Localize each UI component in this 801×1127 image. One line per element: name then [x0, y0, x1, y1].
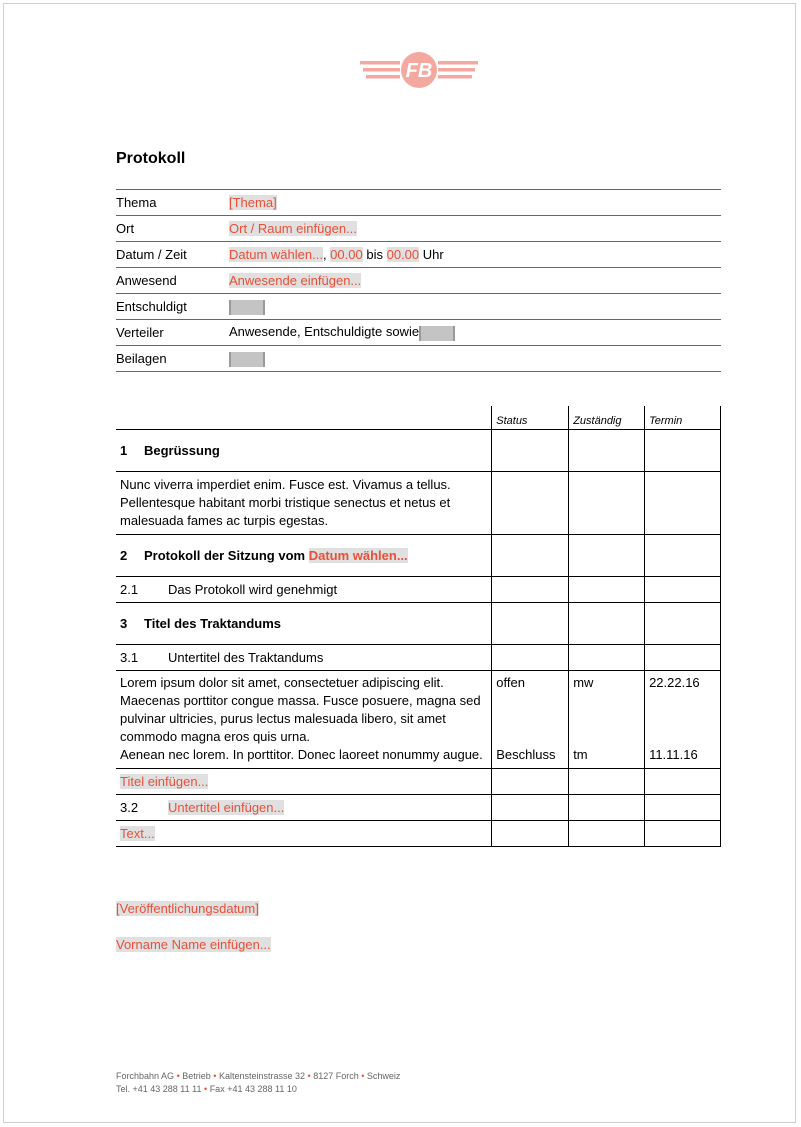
section-text: Nunc viverra imperdiet enim. Fusce est. Vivamus a tellus. Pellentesque habitant morbi tristique senectus et netus et malesuada fames ac turpis egestas. — [116, 472, 492, 535]
subsection-title: Untertitel des Traktandums — [168, 650, 324, 665]
meta-row-ort — [116, 216, 721, 242]
zeit-from-field[interactable]: 00.00 — [330, 247, 363, 262]
termin-header: Termin — [645, 406, 721, 430]
subsection-title: Das Protokoll wird genehmigt — [168, 582, 338, 597]
footer-department: Betrieb — [182, 1071, 211, 1081]
section-number: 1 — [120, 443, 128, 458]
meta-row-anwesend — [116, 268, 721, 294]
titel-field[interactable]: Titel einfügen... — [120, 774, 209, 789]
section-1-row — [116, 430, 721, 472]
footer-street: Kaltensteinstrasse 32 — [218, 1071, 306, 1081]
section-2-1-row — [116, 577, 721, 603]
subsection-number: 3.2 — [120, 800, 139, 815]
verteiler-text: Anwesende, Entschuldigte sowie — [229, 324, 420, 340]
section-text: Lorem ipsum dolor sit amet, consectetuer adipiscing elit. Maecenas porttitor congue massa. Fusce posuere, magna sed pulvinar ultricies, purus lectus malesuada libero, sit amet commodo magna eros quis urna. — [120, 675, 481, 744]
footer-fax: Fax +41 43 288 11 10 — [209, 1084, 297, 1094]
meta-label: Ort — [116, 216, 229, 242]
meta-row-verteiler — [116, 320, 721, 346]
author-field[interactable]: Vorname Name einfügen... — [116, 937, 271, 952]
section-1-text-row — [116, 472, 721, 535]
anwesend-field[interactable]: Anwesende einfügen... — [229, 273, 362, 288]
meta-label: Entschuldigt — [116, 294, 229, 320]
agenda-table — [116, 406, 721, 847]
page-title: Protokoll — [116, 150, 186, 167]
meta-label: Thema — [116, 190, 229, 216]
footer-country: Schweiz — [366, 1071, 401, 1081]
subsection-number: 3.1 — [120, 650, 139, 665]
zustaendig-header: Zuständig — [569, 406, 645, 430]
agenda-header-row — [116, 406, 721, 430]
termin-value: 11.11.16 — [649, 747, 698, 762]
section-3-1-row — [116, 645, 721, 671]
section-title: Protokoll der Sitzung vom — [144, 548, 306, 563]
section-number: 2 — [120, 548, 128, 563]
footer-address-line: Forchbahn AG • Betrieb • Kaltensteinstrasse 32 • 8127 Forch • Schweiz — [116, 1071, 401, 1081]
entschuldigt-field[interactable] — [229, 300, 265, 315]
forchbahn-logo — [360, 52, 478, 88]
section-number: 3 — [120, 616, 128, 631]
section-text: Aenean nec lorem. In porttitor. Donec laoreet nonummy augue. — [120, 747, 483, 762]
sitzung-date-field[interactable]: Datum wählen... — [308, 548, 408, 563]
status-value: offen — [496, 675, 525, 690]
section-3-2-row — [116, 795, 721, 821]
publish-date-field[interactable]: [Veröffentlichungsdatum] — [116, 901, 259, 916]
zustaendig-value: mw — [573, 675, 594, 690]
beilagen-field[interactable] — [229, 352, 265, 367]
section-title: Titel des Traktandums — [144, 616, 282, 631]
text-placeholder-row — [116, 821, 721, 847]
ort-field[interactable]: Ort / Raum einfügen... — [229, 221, 357, 236]
meta-row-thema — [116, 190, 721, 216]
page-footer — [116, 1070, 400, 1096]
datum-field[interactable]: Datum wählen... — [229, 247, 323, 262]
verteiler-field[interactable] — [419, 326, 455, 341]
status-header: Status — [492, 406, 569, 430]
untertitel-field[interactable]: Untertitel einfügen... — [168, 800, 285, 815]
section-title: Begrüssung — [144, 443, 220, 458]
meta-label: Verteiler — [116, 320, 229, 346]
meta-row-datum: Datum / Zeit Datum wählen..., 00.00 bis 00.00 Uhr — [116, 242, 721, 268]
meta-label: Anwesend — [116, 268, 229, 294]
bis-label: bis — [366, 247, 383, 262]
footer-city: 8127 Forch — [313, 1071, 359, 1081]
section-3-1-text-row — [116, 671, 721, 769]
uhr-label: Uhr — [422, 247, 444, 262]
zustaendig-value: tm — [573, 747, 588, 762]
thema-field[interactable]: [Thema] — [229, 195, 277, 210]
zeit-to-field[interactable]: 00.00 — [386, 247, 420, 262]
svg-text:FB: FB — [405, 60, 433, 82]
meta-row-beilagen — [116, 346, 721, 372]
meta-table — [116, 189, 721, 372]
footer-company: Forchbahn AG — [116, 1071, 175, 1081]
meta-label: Beilagen — [116, 346, 229, 372]
section-3-row — [116, 603, 721, 645]
termin-value: 22.22.16 — [649, 675, 700, 690]
titel-placeholder-row — [116, 769, 721, 795]
text-field[interactable]: Text... — [120, 826, 155, 841]
status-value: Beschluss — [496, 747, 556, 762]
meta-row-entschuldigt — [116, 294, 721, 320]
footer-contact-line: Tel. +41 43 288 11 11 • Fax +41 43 288 11 10 — [116, 1084, 297, 1094]
meta-label: Datum / Zeit — [116, 242, 229, 268]
subsection-number: 2.1 — [120, 582, 139, 597]
section-2-row — [116, 535, 721, 577]
footer-phone: Tel. +41 43 288 11 11 — [116, 1084, 202, 1094]
